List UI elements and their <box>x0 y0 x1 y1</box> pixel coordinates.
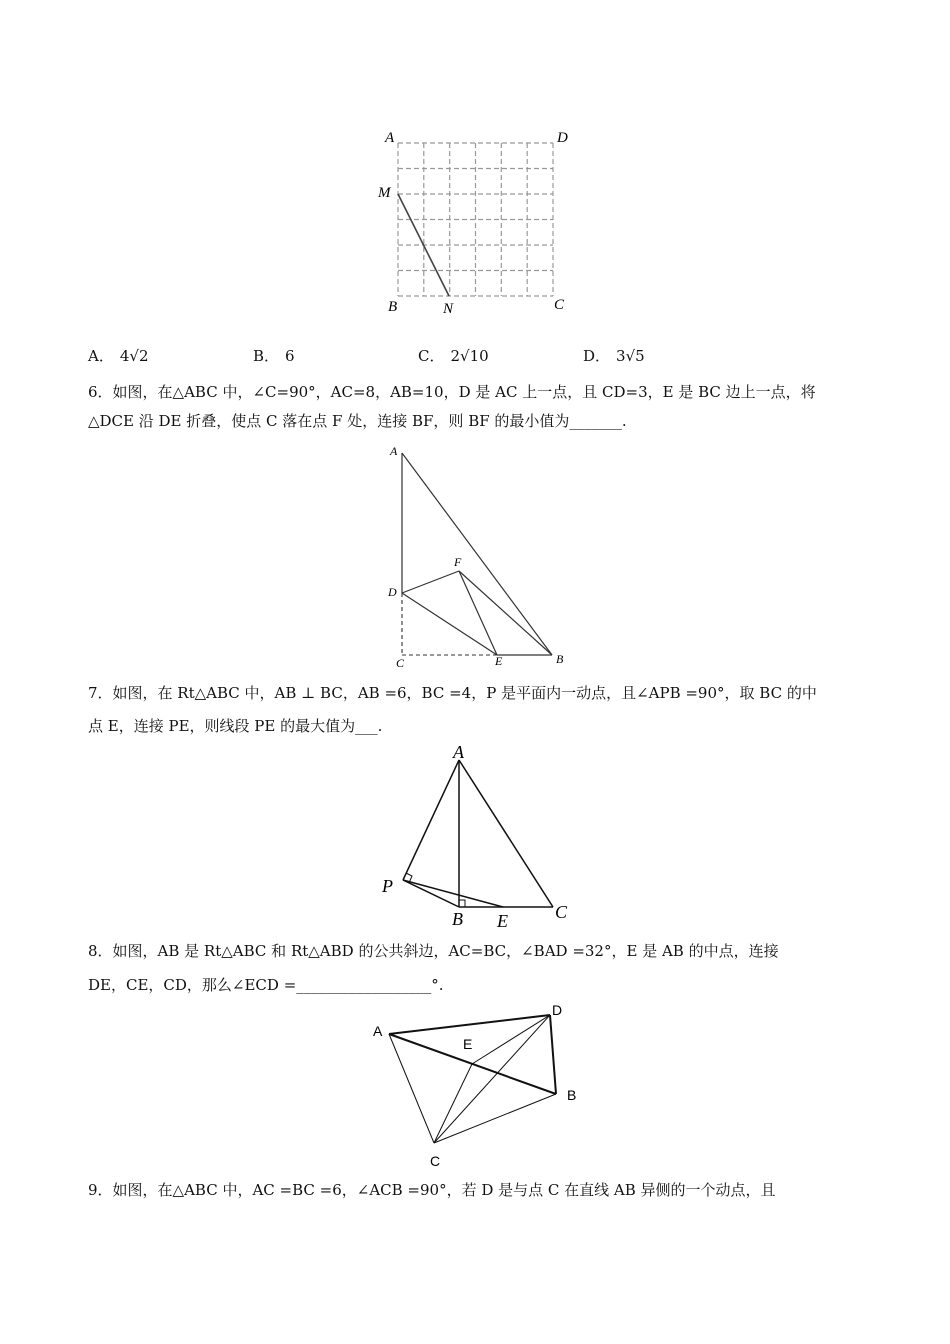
option-a-label: A． <box>88 347 114 365</box>
option-b <box>253 346 295 366</box>
label-f: F <box>454 555 462 569</box>
q7-triangle-figure <box>375 740 585 932</box>
label-a: A <box>453 742 464 762</box>
grid-lines <box>398 143 553 296</box>
option-b-value: 6 <box>285 347 295 365</box>
q8-line2: DE，CE，CD，那么∠ECD =__________________°. <box>88 976 444 994</box>
label-b: B <box>452 909 463 929</box>
label-c: C <box>554 297 565 313</box>
label-n: N <box>443 301 454 317</box>
label-a: A <box>385 130 395 146</box>
label-a: A <box>390 444 398 458</box>
label-b: B <box>556 652 564 666</box>
option-a <box>88 346 149 366</box>
label-d: D <box>557 130 568 146</box>
option-c <box>418 346 489 366</box>
q8-quadrilateral-figure <box>360 1000 590 1175</box>
option-b-label: B． <box>253 347 280 365</box>
q5-grid-figure <box>370 125 580 320</box>
label-c: C <box>430 1153 441 1169</box>
option-d <box>583 346 645 366</box>
label-b: B <box>388 299 398 315</box>
q7-line2: 点 E，连接 PE，则线段 PE 的最大值为___. <box>88 717 383 735</box>
option-a-value: 4√2 <box>119 347 149 365</box>
q8-line1: 8．如图，AB 是 Rt△ABC 和 Rt△ABD 的公共斜边，AC=BC，∠BAD =32°，E 是 AB 的中点，连接 <box>88 942 779 960</box>
label-a: A <box>373 1023 383 1039</box>
label-m: M <box>378 185 391 201</box>
q9-line1: 9．如图，在△ABC 中，AC =BC =6，∠ACB =90°，若 D 是与点 C 在直线 AB 异侧的一个动点，且 <box>88 1181 776 1199</box>
q6-fold-figure <box>380 438 580 670</box>
option-d-label: D． <box>583 347 611 365</box>
label-b: B <box>567 1087 577 1103</box>
label-e: E <box>495 654 503 668</box>
q6-line2: △DCE 沿 DE 折叠，使点 C 落在点 F 处，连接 BF，则 BF 的最小值为_______. <box>88 412 627 430</box>
q6-line1: 6．如图，在△ABC 中，∠C=90°，AC=8，AB=10，D 是 AC 上一点，且 CD=3，E 是 BC 边上一点，将 <box>88 383 816 401</box>
label-d: D <box>388 585 397 599</box>
label-c: C <box>396 656 405 670</box>
option-c-label: C． <box>418 347 445 365</box>
label-e: E <box>497 911 508 931</box>
option-d-value: 3√5 <box>616 347 645 365</box>
label-d: D <box>552 1002 563 1018</box>
option-c-value: 2√10 <box>450 347 489 365</box>
q7-line1: 7．如图，在 Rt△ABC 中，AB ⊥ BC，AB =6，BC =4，P 是平面内一动点，且∠APB =90°，取 BC 的中 <box>88 684 817 702</box>
label-e: E <box>463 1036 473 1052</box>
label-p: P <box>382 876 393 896</box>
label-c: C <box>555 902 568 922</box>
